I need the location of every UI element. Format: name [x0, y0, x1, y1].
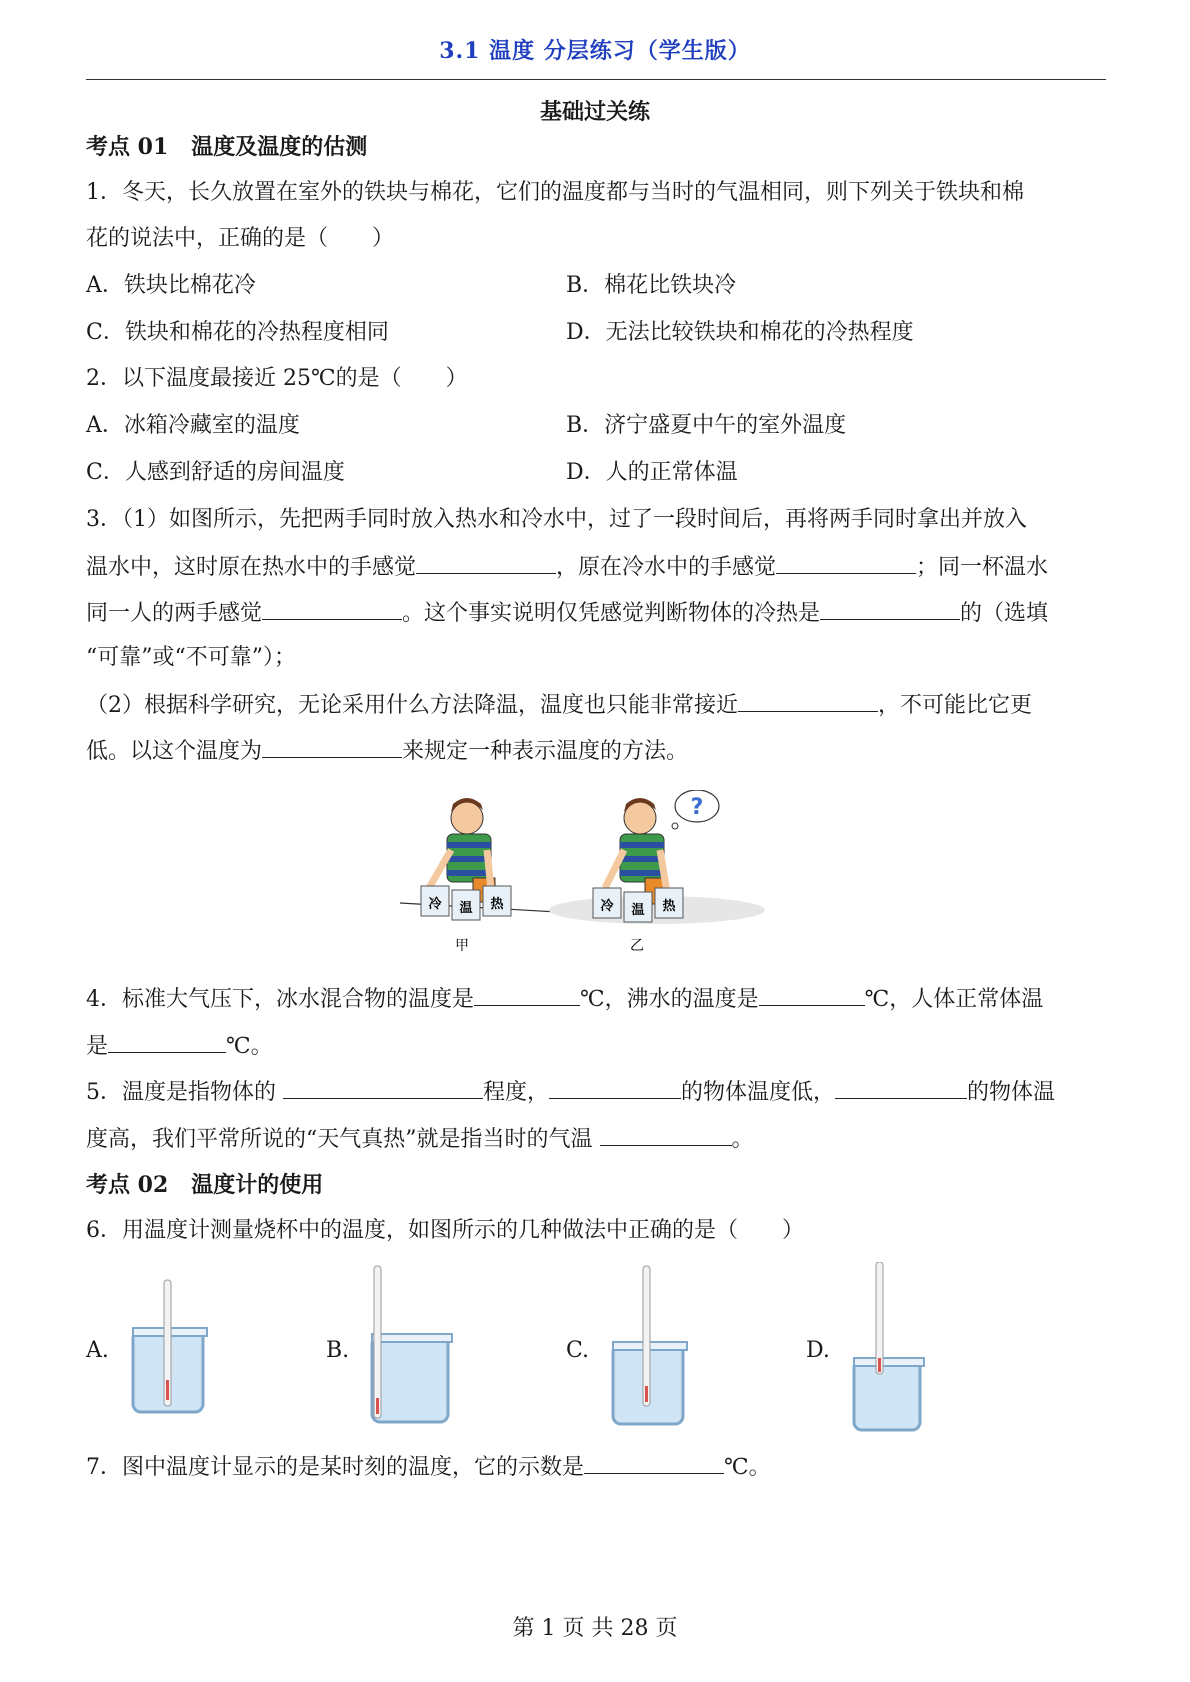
jar-label: 热	[490, 897, 504, 912]
section-title: 基础过关练	[539, 99, 650, 125]
q2-option-d: D．人的正常体温	[566, 460, 738, 485]
q4-stem-line2	[86, 1030, 1106, 1062]
q3-text: 同一人的两手感觉	[86, 601, 263, 626]
question-mark-icon: ?	[690, 795, 704, 820]
q5-stem-line2	[86, 1123, 1106, 1155]
jar-label: 热	[662, 899, 676, 914]
q4-text: ℃。	[226, 1034, 273, 1059]
q5-text: 。	[731, 1127, 754, 1152]
q5-stem-line1	[86, 1076, 1106, 1108]
answer-blank[interactable]	[262, 597, 402, 620]
q6-option-d-label: D.	[806, 1338, 830, 1363]
q6-option-c-label: C.	[566, 1338, 590, 1363]
answer-blank[interactable]	[759, 983, 865, 1006]
beaker-c-figure	[605, 1262, 695, 1432]
answer-blank[interactable]	[549, 1076, 681, 1099]
q3-stem-line3	[86, 597, 1106, 629]
q5-text: 程度，	[483, 1080, 550, 1105]
q3-text: 温水中，这时原在热水中的手感觉	[86, 555, 417, 580]
q3-text: 的（选填	[960, 601, 1049, 626]
q2-stem: 2．以下温度最接近 25℃的是（ ）	[86, 366, 468, 391]
q4-stem-line1	[86, 983, 1106, 1015]
q7-stem	[86, 1451, 1106, 1483]
q3-stem-line5	[86, 689, 1106, 721]
beaker-d-figure	[846, 1262, 936, 1437]
answer-blank[interactable]	[835, 1076, 967, 1099]
q3-stem-line6	[86, 735, 1106, 767]
q2-option-b: B．济宁盛夏中午的室外温度	[566, 413, 847, 438]
topic-1-title: 温度及温度的估测	[191, 134, 368, 160]
q3-text: ，原在冷水中的手感觉	[556, 555, 777, 580]
jar-label: 冷	[428, 897, 442, 912]
answer-blank[interactable]	[474, 983, 580, 1006]
q2-option-a: A．冰箱冷藏室的温度	[86, 413, 300, 438]
q6-stem: 6．用温度计测量烧杯中的温度，如图所示的几种做法中正确的是（ ）	[86, 1218, 804, 1243]
answer-blank[interactable]	[820, 597, 960, 620]
beaker-b-figure	[362, 1262, 462, 1432]
q1-stem-line1: 1．冬天，长久放置在室外的铁块与棉花，它们的温度都与当时的气温相同，则下列关于铁块和棉	[86, 180, 1025, 205]
jar-label: 温	[459, 901, 473, 916]
figure-left-jars	[421, 886, 511, 920]
q4-text: 是	[86, 1034, 109, 1059]
q3-text: 。这个事实说明仅凭感觉判断物体的冷热是	[402, 601, 821, 626]
figure-right-jars	[593, 888, 683, 922]
q5-text: 的物体温度低，	[681, 1080, 836, 1105]
answer-blank[interactable]	[584, 1451, 724, 1474]
q6-option-a-label: A.	[86, 1338, 109, 1363]
q4-text: ℃，人体正常体温	[864, 987, 1044, 1012]
topic-1-label: 考点 01	[86, 134, 169, 160]
q1-option-b: B．棉花比铁块冷	[566, 273, 737, 298]
answer-blank[interactable]	[776, 551, 916, 574]
q6-option-b-label: B.	[326, 1338, 350, 1363]
answer-blank[interactable]	[283, 1076, 483, 1099]
q7-text: 7．图中温度计显示的是某时刻的温度，它的示数是	[86, 1455, 584, 1480]
beaker-a-figure	[125, 1270, 215, 1420]
q5-text: 5．温度是指物体的	[86, 1080, 276, 1105]
jar-label: 冷	[600, 899, 614, 914]
q3-text: （2）根据科学研究，无论采用什么方法降温，温度也只能非常接近	[86, 693, 738, 718]
q3-stem-line4: “可靠”或“不可靠”）；	[86, 645, 296, 670]
answer-blank[interactable]	[262, 735, 402, 758]
topic-2-label: 考点 02	[86, 1172, 169, 1198]
topic-1-heading	[86, 132, 1106, 162]
q1-option-d: D．无法比较铁块和棉花的冷热程度	[566, 320, 914, 345]
q2-option-c: C．人感到舒适的房间温度	[86, 460, 345, 485]
figure-caption-right: 乙	[630, 938, 644, 954]
figure-caption-left: 甲	[455, 938, 469, 954]
q3-figure-hands-in-water	[395, 790, 775, 960]
answer-blank[interactable]	[108, 1030, 226, 1053]
q3-stem-line1: 3．（1）如图所示，先把两手同时放入热水和冷水中，过了一段时间后，再将两手同时拿出并放入	[86, 507, 1027, 532]
jar-label: 温	[631, 903, 645, 918]
q1-option-a: A．铁块比棉花冷	[86, 273, 256, 298]
q7-text: ℃。	[724, 1455, 771, 1480]
q5-text: 度高，我们平常所说的“天气真热”就是指当时的气温	[86, 1127, 593, 1152]
q3-text: ，不可能比它更	[878, 693, 1033, 718]
page-footer: 第 1 页 共 28 页	[512, 1616, 678, 1641]
answer-blank[interactable]	[416, 551, 556, 574]
q5-text: 的物体温	[967, 1080, 1056, 1105]
q1-stem-line2: 花的说法中，正确的是（ ）	[86, 226, 395, 251]
answer-blank[interactable]	[600, 1123, 732, 1146]
page-header-title: 3.1 温度 分层练习（学生版）	[439, 38, 751, 64]
q3-text: 低。以这个温度为	[86, 739, 263, 764]
q3-stem-line2	[86, 551, 1106, 583]
q3-text: 来规定一种表示温度的方法。	[402, 739, 689, 764]
q3-text: ；同一杯温水	[916, 555, 1049, 580]
answer-blank[interactable]	[738, 689, 878, 712]
q4-text: ℃，沸水的温度是	[580, 987, 759, 1012]
header-divider	[86, 79, 1106, 80]
topic-2-heading	[86, 1170, 1106, 1200]
q4-text: 4．标准大气压下，冰水混合物的温度是	[86, 987, 474, 1012]
q1-option-c: C．铁块和棉花的冷热程度相同	[86, 320, 389, 345]
topic-2-title: 温度计的使用	[191, 1172, 324, 1198]
